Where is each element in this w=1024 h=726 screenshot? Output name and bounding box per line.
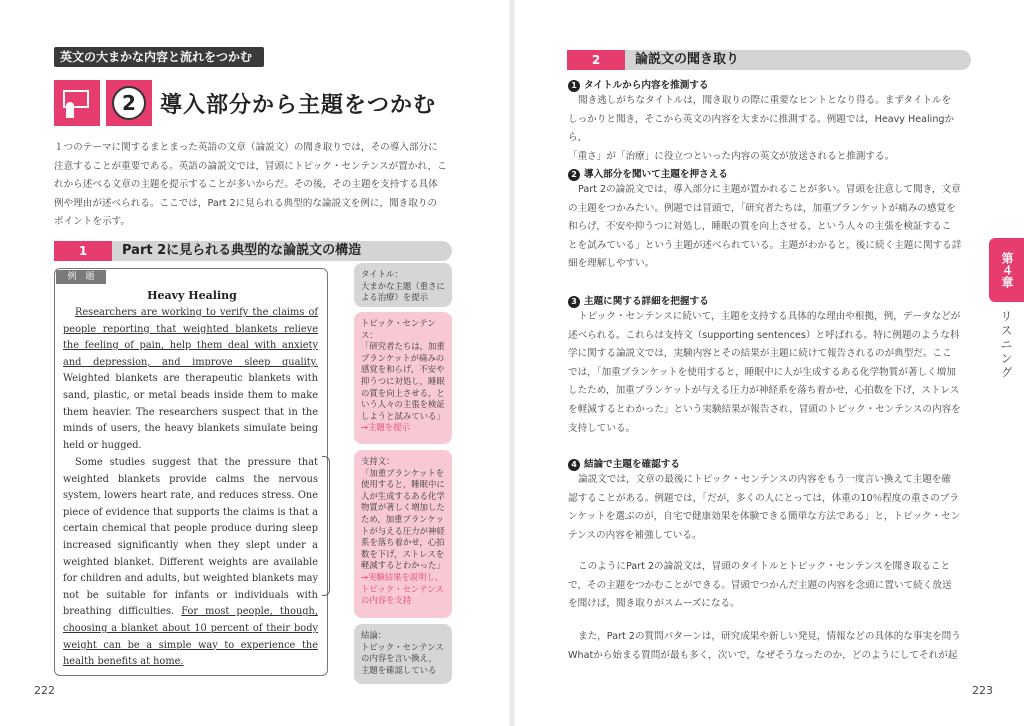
example-p2-body: Some studies suggest that the pressure that weighted blankets provide calms the nervous system, lowers heart rate, and reduces stress. One piece of evidence that supports the claims is that a certain chemical that people produce during sleep increased significantly when they slept under a weighted blanket. Different weights are available for children and adults, but weighted blankets may not be suitable for infants or individuals with breathing difficulties.: [63, 457, 318, 618]
intro-line: ポイントを示す。: [54, 216, 130, 228]
body-line: ンケットを選ぶのが，自宅で健康効果を体験できる簡単な方法である」と，トピック・セン: [568, 511, 961, 523]
conclusion-sentence: For most people, though, choosing a blanket about 10 percent of their body weight can be a simple way to experience the health benefits at home.: [63, 606, 318, 668]
item-heading-4: [568, 456, 680, 471]
body-line: トピック・センテンスに続いて，主題を支持する具体的な理由や根拠，例，データなどが: [578, 311, 961, 322]
intro-line: れから述べる文章の主題を提示することが多いからだ。その後，その主題を支持する具体: [54, 179, 438, 191]
body-line: また，Part 2の質問パターンは，研究成果や新しい発見，情報などの具体的な事実を問う: [578, 631, 961, 642]
note-lead: →主題を提示: [361, 422, 410, 433]
item-number: 1: [568, 80, 580, 92]
body-line: 述べられる。これらは支持文（supporting sentences）と呼ばれる。特に例題のような科: [568, 329, 960, 341]
note-body: 結論： トピック・センテンスの内容を言い換え，主題を確認している: [361, 630, 444, 675]
intro-paragraph: [54, 139, 452, 232]
body-line: 「重さ」が「治療」に役立つといった内容の英文が放送されると推測する。: [568, 150, 895, 162]
body-line: Part 2の論説文では，導入部分に主題が置かれることが多い。冒頭を注意して聞き，文章: [578, 184, 961, 195]
section-heading-2: [567, 50, 971, 70]
chapter-side-label: リスニング: [999, 310, 1013, 380]
body-line: 細を理解しやすい。: [568, 258, 655, 270]
example-paragraph-1: [63, 305, 318, 454]
note-supporting: [354, 450, 452, 618]
section-heading-title: 論説文の聞き取り: [635, 52, 740, 67]
body-line: しっかりと聞き，そこから英文の内容を大まかに推測する。例題では，Heavy Healingから，: [568, 113, 955, 144]
item-body-1: [568, 92, 972, 166]
note-body: トピック・センテンス： 「研究者たちは，加重ブランケットが痛みの感覚を和らげ，不安や抑うつに対処し，睡眠の質を向上させる，という人々の主張を検証しようと試みている」: [361, 318, 445, 421]
item-heading-text: タイトルから内容を推測する: [584, 80, 709, 91]
note-title: [354, 263, 452, 307]
note-conclusion: [354, 624, 452, 684]
summary-paragraph-2: [568, 628, 972, 665]
item-number: 3: [568, 296, 580, 308]
item-heading-text: 結論で主題を確認する: [584, 459, 680, 470]
body-line: 和らげ，不安や抑うつに対処し，睡眠の質を向上させる，という人々の主張を検証するこ: [568, 221, 952, 233]
example-paragraph-2: [63, 455, 318, 671]
page-title: 導入部分から主題をつかむ: [160, 93, 437, 118]
chapter-tab: 第４章: [989, 238, 1024, 302]
section-heading-1: [54, 241, 452, 261]
body-line: を聞けば，聞き取りがスムーズになる。: [568, 598, 740, 610]
intro-line: １つのテーマに関するまとまった英語の文章（論説文）の聞き取りでは，その導入部分に: [54, 142, 438, 153]
section-number-badge: [106, 80, 152, 126]
body-line: の主題をつかみたい。例題では冒頭で，「研究者たちは，加重ブランケットが痛みの感覚を: [568, 202, 956, 214]
section-number: 2: [112, 86, 146, 120]
body-line: したため，加重ブランケットが与える圧力が神経系を落ち着かせ，心拍数を下げ，ストレス: [568, 385, 960, 397]
page-number-right: 223: [972, 684, 993, 697]
body-line: とを試みている」という主題が述べられている。主題がわかると，後に続く主題に関する詳: [568, 239, 962, 251]
item-body-3: [568, 308, 972, 438]
lecture-icon: [54, 80, 100, 126]
example-title: Heavy Healing: [147, 289, 237, 302]
section-heading-number: 1: [54, 241, 112, 261]
body-line: で，その主題をつかむことができる。冒頭でつかんだ主題の内容を念頭に置いて続く放送: [568, 579, 952, 591]
example-p1-rest: Weighted blankets are therapeutic blankets with sand, plastic, or metal beads inside them to make them heavier. The researchers suspect that in the minds of users, the heavy blankets simulate being held or hugged.: [63, 373, 318, 451]
item-number: 2: [568, 169, 580, 181]
supporting-brace: [322, 456, 330, 596]
note-lead: →実験結果を説明し，トピック・センテンスの内容を支持: [361, 571, 444, 606]
page-number-left: 222: [34, 684, 55, 697]
item-body-4: [568, 471, 972, 545]
chapter-heading: 英文の大まかな内容と流れをつかむ: [54, 47, 264, 67]
note-body: タイトル： 大まかな主題（重さによる治療）を提示: [361, 269, 445, 303]
intro-line: 注意することが重要である。英語の論説文では，冒頭にトピック・センテンスが置かれ，こ: [54, 160, 447, 172]
right-page: [512, 0, 1024, 726]
body-line: Whatから始まる質問が最も多く，次いで，なぜそうなったのか，どのようにしてそれが起: [568, 649, 958, 661]
intro-line: 例や理由が述べられる。ここでは，Part 2に見られる典型的な論説文を例に，聞き取りの: [54, 197, 438, 209]
item-number: 4: [568, 459, 580, 471]
item-heading-3: [568, 293, 709, 308]
item-heading-text: 主題に関する詳細を把握する: [584, 296, 709, 307]
item-heading-2: [568, 166, 728, 181]
body-line: を軽減するとわかった」という実験結果が報告され，冒頭のトピック・センテンスの内容を: [568, 403, 961, 415]
body-line: では，「加重ブランケットを使用すると，睡眠中に人が生成するある化学物質が著しく増加: [568, 366, 956, 378]
section-title-block: [54, 80, 454, 126]
body-line: 論説文では，文章の最後にトピック・センテンスの内容をもう一度言い換えて主題を確: [578, 474, 952, 485]
topic-sentence: Researchers are working to verify the claims of people reporting that weighted blankets relieve the feeling of pain, help them deal with anxiety and depression, and improve sleep quality.: [63, 307, 318, 368]
body-line: テンスの内容を補強している。: [568, 529, 702, 541]
example-label: 例 題: [56, 270, 106, 284]
section-heading-number: 2: [567, 50, 625, 70]
body-line: 認することがある。例題では，「だが，多くの人にとっては，体重の10％程度の重さのブラ: [568, 492, 959, 504]
summary-paragraph: [568, 558, 972, 614]
body-line: 聞き逃しがちなタイトルは，聞き取りの際に重要なヒントとなり得る。まずタイトルを: [578, 95, 952, 106]
section-heading-title: Part 2に見られる典型的な論説文の構造: [122, 243, 362, 258]
note-body: 支持文： 「加重ブランケットを使用すると，睡眠中に人が生成するある化学物質が著しく増加したため，加重ブランケットが与える圧力が神経系を落ち着かせ，心拍数を下げ，ストレスを軽減するとわかった」: [361, 456, 445, 571]
item-heading-1: [568, 77, 709, 92]
body-line: 支持している。: [568, 422, 636, 434]
note-topic-sentence: [354, 312, 452, 444]
item-heading-text: 導入部分を聞いて主題を押さえる: [584, 169, 728, 180]
item-body-2: [568, 181, 972, 274]
body-line: このようにPart 2の論説文は，冒頭のタイトルとトピック・センテンスを聞き取ること: [578, 561, 951, 572]
body-line: 学に関する論説文では，実験内容とその結果が主題に続けて報告されるのが典型だ。ここ: [568, 348, 952, 360]
example-box: [54, 268, 328, 676]
